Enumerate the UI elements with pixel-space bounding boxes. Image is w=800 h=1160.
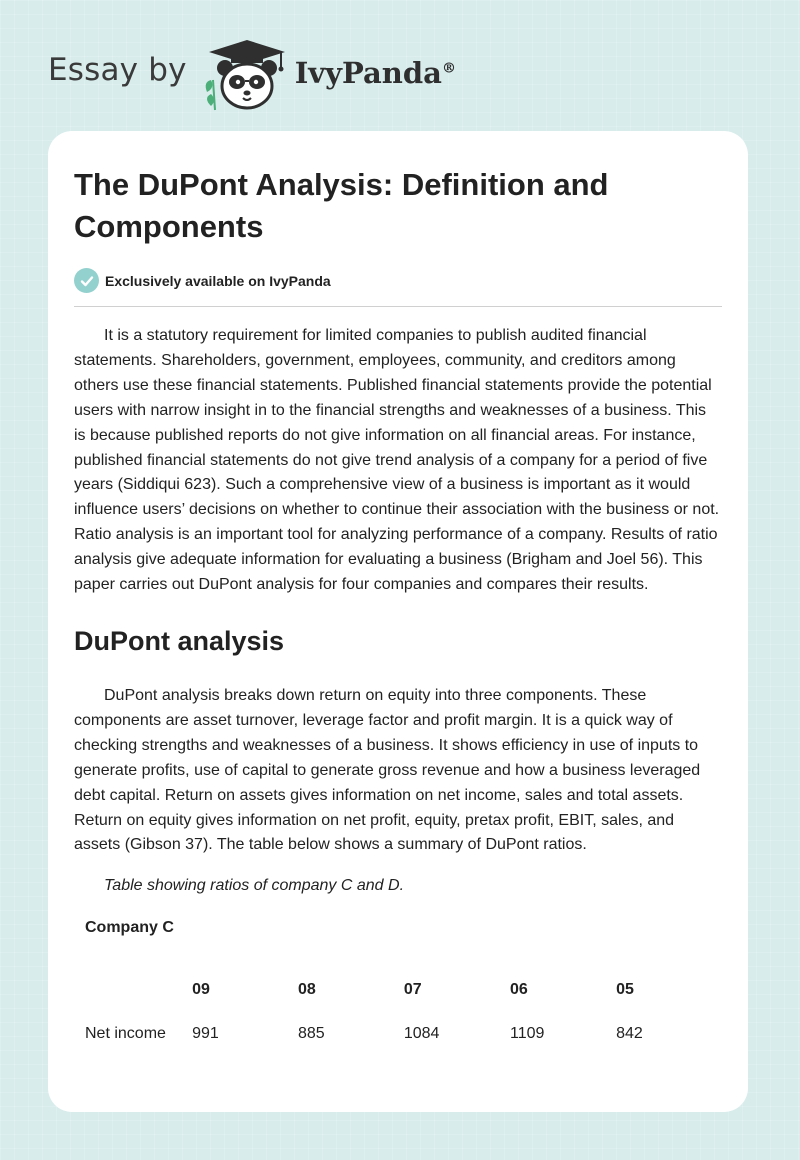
article-card: [48, 131, 748, 1112]
intro-paragraph: It is a statutory requirement for limited companies to publish audited financial statements. Shareholders, government, employees, community, and creditors among others use these financial statements. Published financial statements provide the potential users with narrow insight in to the financial strengths and weaknesses of a business. This is because published reports do not give information on all financial areas. For instance, published financial statements do not give trend analysis of a company for a period of five years (Siddiqui 623). Such a comprehensive view of a business is important as it would influence users’ decisions on whether to continue their association with the business or not. Ratio analysis is an important tool for analyzing performance of a company. Results of ratio analysis give adequate information for evaluating a business (Brigham and Joel 56). This paper carries out DuPont analysis for four companies and compares their results.: [74, 327, 720, 594]
row-label: Net income: [85, 1025, 166, 1043]
table-cell: 1084: [403, 1025, 440, 1043]
table-cell: 991: [192, 1025, 219, 1043]
check-icon: [74, 268, 99, 293]
table-caption: Table showing ratios of company C and D.: [104, 877, 405, 895]
dupont-paragraph: DuPont analysis breaks down return on equity into three components. These components are asset turnover, leverage factor and profit margin. It is a quick way of checking strengths and weaknesses of a business. It shows efficiency in use of inputs to generate profits, use of capital to generate gross revenue and how a business leveraged debt capital. Return on assets gives information on net income, sales and total assets. Return on equity gives information on net profit, equity, pretax profit, EBIT, sales, and assets (Gibson 37). The table below shows a summary of DuPont ratios.: [74, 686, 701, 854]
year-header: 07: [403, 981, 422, 999]
year-header: 08: [297, 981, 316, 999]
table-row: [85, 1023, 722, 1045]
table-header-row: [85, 967, 722, 1023]
ratios-table: [85, 917, 722, 1045]
table-row: [85, 917, 722, 967]
year-header: 09: [192, 981, 210, 999]
table-cell: 842: [616, 1025, 643, 1043]
company-label: Company C: [85, 919, 174, 937]
page-title: The DuPont Analysis: Definition and Components: [74, 167, 609, 244]
brand-name: IvyPanda®: [294, 56, 456, 90]
table-cell: 1109: [509, 1025, 545, 1043]
year-header: 06: [509, 981, 528, 999]
brand-prefix: Essay by: [48, 52, 187, 88]
exclusive-badge: [74, 268, 722, 307]
panda-logo-icon: [201, 36, 293, 112]
year-header: 05: [616, 981, 634, 999]
table-cell: 885: [297, 1025, 325, 1043]
brand-header[interactable]: [48, 34, 456, 114]
exclusive-label: Exclusively available on IvyPanda: [105, 272, 331, 289]
section-heading: DuPont analysis: [74, 625, 285, 656]
